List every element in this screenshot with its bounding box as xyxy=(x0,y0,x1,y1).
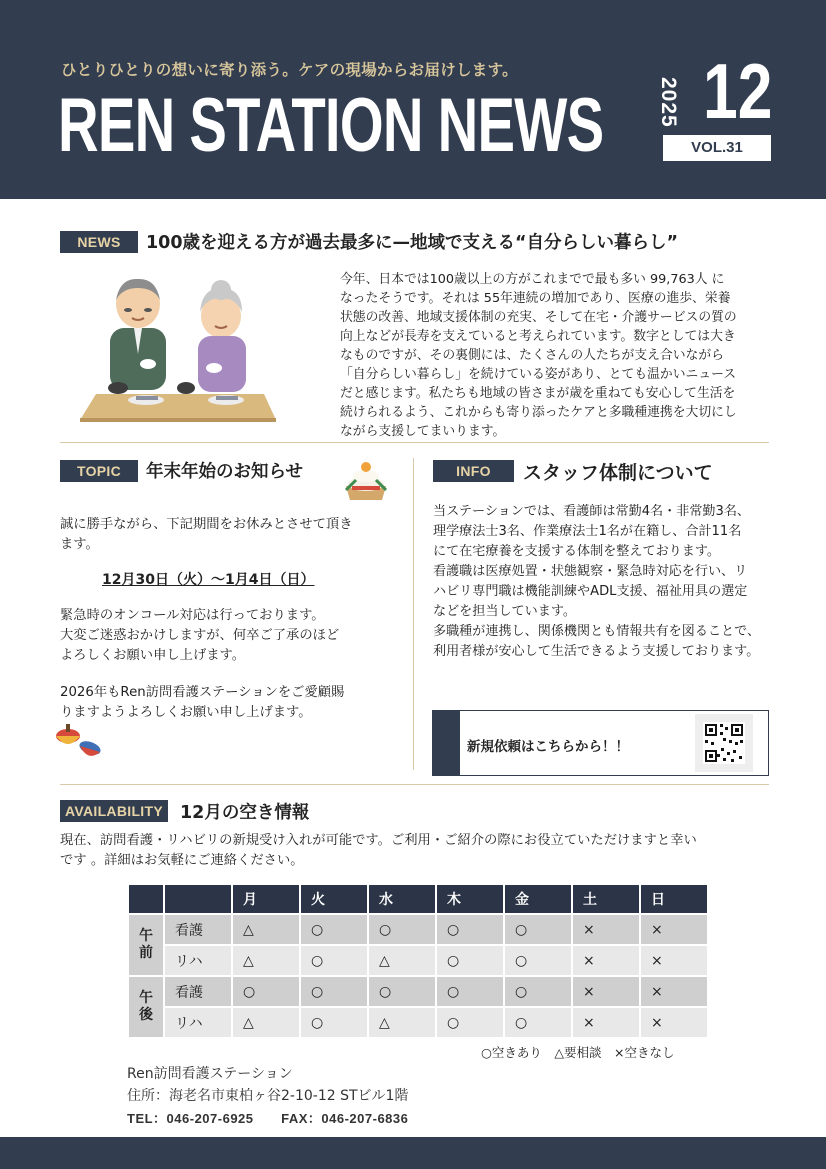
kagami-mochi-icon xyxy=(342,456,390,502)
availability-cell: ○ xyxy=(436,914,504,945)
new-request-accent-bar xyxy=(433,711,460,775)
info-body-line: などを担当しています。 xyxy=(433,604,576,619)
organization-name: Ren訪問看護ステーション xyxy=(127,1066,293,1082)
issue-year-text: 2025 xyxy=(657,77,680,128)
news-body-line: ながら支援してまいります。 xyxy=(340,424,506,439)
period-label-pm xyxy=(128,976,164,1038)
topic-note xyxy=(60,606,410,666)
topic-closing-line: 2026年もRen訪問看護ステーションをご愛顧賜 xyxy=(60,685,345,700)
news-body xyxy=(340,270,760,441)
availability-cell: ○ xyxy=(300,1007,368,1038)
new-request-label: 新規依頼はこちらから！！ xyxy=(467,739,629,755)
day-header: 月 xyxy=(232,884,300,914)
availability-cell: ○ xyxy=(504,914,572,945)
day-header: 土 xyxy=(572,884,640,914)
availability-intro-line: です 。詳細はお気軽にご連絡ください。 xyxy=(60,853,304,868)
availability-cell: ○ xyxy=(232,976,300,1007)
day-header: 金 xyxy=(504,884,572,914)
qr-code-icon xyxy=(695,714,753,772)
availability-cell: △ xyxy=(368,945,436,976)
info-body-line: 利用者様が安心して生活できるよう支援しております。 xyxy=(433,644,760,659)
availability-legend: ○空きあり △要相談 ×空きなし xyxy=(481,1045,675,1060)
issue-month: 12 xyxy=(703,47,773,135)
news-body-line: なものですが、その裏側には、たくさんの人たちが支え合いながら xyxy=(340,348,724,363)
table-row xyxy=(128,1007,708,1038)
topic-intro xyxy=(60,515,410,555)
period-label-am xyxy=(128,914,164,976)
availability-cell: △ xyxy=(368,1007,436,1038)
availability-cell: ○ xyxy=(368,976,436,1007)
topic-heading: 年末年始のお知らせ xyxy=(146,462,303,482)
elderly-couple-illustration xyxy=(76,274,284,422)
news-body-line: 状態の改善、地域支援体制の充実、そして在宅・介護サービスの質の xyxy=(340,310,737,325)
day-header: 木 xyxy=(436,884,504,914)
availability-cell: × xyxy=(640,914,708,945)
day-header: 日 xyxy=(640,884,708,914)
newsletter-title: REN STATION NEWS xyxy=(58,83,604,168)
table-row xyxy=(128,914,708,945)
availability-intro-line: 現在、訪問看護・リハビリの新規受け入れが可能です。ご利用・ご紹介の際にお役立ていただけますと幸い xyxy=(60,833,697,848)
availability-cell: × xyxy=(640,945,708,976)
availability-cell: × xyxy=(572,976,640,1007)
day-header: 火 xyxy=(300,884,368,914)
topic-intro-line: ます。 xyxy=(60,537,99,552)
topic-intro-line: 誠に勝手ながら、下記期間をお休みとさせて頂き xyxy=(60,517,353,532)
news-body-line: 今年、日本では100歳以上の方がこれまでで最も多い 99,763人 に xyxy=(340,272,725,287)
phone-number[interactable]: TEL：046-207-6925 xyxy=(127,1111,254,1126)
section-divider xyxy=(60,784,769,785)
availability-cell: ○ xyxy=(436,945,504,976)
day-header: 水 xyxy=(368,884,436,914)
table-row xyxy=(128,945,708,976)
topic-closing-line: りますようよろしくお願い申し上げます。 xyxy=(60,705,312,720)
availability-cell: ○ xyxy=(436,1007,504,1038)
qr-code-frame[interactable] xyxy=(695,714,753,772)
availability-intro xyxy=(60,831,780,871)
availability-table xyxy=(127,883,709,1039)
info-body xyxy=(433,502,783,662)
availability-cell: △ xyxy=(232,914,300,945)
availability-cell: × xyxy=(640,1007,708,1038)
service-kind: 看護 xyxy=(164,914,232,945)
availability-cell: ○ xyxy=(300,945,368,976)
availability-cell: ○ xyxy=(368,914,436,945)
topic-tag: TOPIC xyxy=(60,460,138,482)
service-kind: リハ xyxy=(164,1007,232,1038)
info-body-line: にて在宅療養を支援する体制を整えております。 xyxy=(433,544,721,559)
availability-cell: ○ xyxy=(436,976,504,1007)
column-divider xyxy=(413,458,414,770)
issue-volume: VOL.31 xyxy=(663,135,771,161)
news-body-line: 「自分らしい暮らし」を続けている姿があり、とても温かいニュース xyxy=(340,367,737,382)
availability-cell: ○ xyxy=(300,976,368,1007)
availability-cell: ○ xyxy=(504,1007,572,1038)
info-tag: INFO xyxy=(433,460,514,482)
new-request-box[interactable] xyxy=(432,710,769,776)
header-tagline: ひとりひとりの想いに寄り添う。ケアの現場からお届けします。 xyxy=(61,61,518,79)
topic-note-line: 大変ご迷惑おかけしますが、何卒ご了承のほど xyxy=(60,628,340,643)
spinning-top-icon xyxy=(54,722,106,762)
service-kind: 看護 xyxy=(164,976,232,1007)
availability-cell: △ xyxy=(232,945,300,976)
availability-cell: ○ xyxy=(504,976,572,1007)
availability-cell: ○ xyxy=(300,914,368,945)
section-divider xyxy=(60,442,769,443)
availability-cell: × xyxy=(572,914,640,945)
availability-cell: × xyxy=(572,1007,640,1038)
topic-note-line: 緊急時のオンコール対応は行っております。 xyxy=(60,608,325,623)
holiday-period: 12月30日（火）～1月4日（日） xyxy=(102,572,315,588)
newsletter-header xyxy=(0,0,826,199)
news-body-line: なったそうです。それは 55年連続の増加であり、医療の進歩、栄養 xyxy=(340,291,731,306)
availability-cell: × xyxy=(640,976,708,1007)
availability-tag: AVAILABILITY xyxy=(60,800,168,822)
table-corner-cell xyxy=(128,884,164,914)
contact-numbers xyxy=(127,1108,408,1127)
info-body-line: 当ステーションでは、看護師は常勤4名・非常勤3名、 xyxy=(433,504,751,519)
page-footer-bar xyxy=(0,1137,826,1169)
info-body-line: ハビリ専門職は機能訓練やADL支援、福祉用具の選定 xyxy=(433,584,748,599)
fax-number: FAX：046-207-6836 xyxy=(281,1111,409,1126)
news-body-line: 向上などが長寿を支えていると考えられています。数字としては大き xyxy=(340,329,736,344)
period-label-text: 午後 xyxy=(139,990,153,1023)
topic-closing xyxy=(60,683,410,723)
info-body-line: 看護職は医療処置・状態観察・緊急時対応を行い、リ xyxy=(433,564,748,579)
service-kind: リハ xyxy=(164,945,232,976)
news-heading: 100歳を迎える方が過去最多に—地域で支える“自分らしい暮らし” xyxy=(146,233,679,253)
news-tag: NEWS xyxy=(60,231,138,253)
availability-cell: △ xyxy=(232,1007,300,1038)
topic-note-line: よろしくお願い申し上げます。 xyxy=(60,648,246,663)
info-heading: スタッフ体制について xyxy=(523,462,713,484)
table-header-row xyxy=(128,884,708,914)
info-body-line: 理学療法士3名、作業療法士1名が在籍し、合計11名 xyxy=(433,524,742,539)
availability-cell: × xyxy=(572,945,640,976)
table-corner-cell xyxy=(164,884,232,914)
news-body-line: 続けられるよう、これからも寄り添ったケアと多職種連携を大切にし xyxy=(340,405,737,420)
table-row xyxy=(128,976,708,1007)
period-label-text: 午前 xyxy=(139,928,153,961)
info-body-line: 多職種が連携し、関係機関とも情報共有を図ることで、 xyxy=(433,624,761,639)
availability-cell: ○ xyxy=(504,945,572,976)
organization-address: 住所：海老名市東柏ヶ谷2-10-12 STビル1階 xyxy=(127,1088,409,1104)
availability-heading: 12月の空き情報 xyxy=(180,803,310,823)
news-body-line: だと感じます。私たちも地域の皆さまが歳を重ねても安心して生活を xyxy=(340,386,736,401)
